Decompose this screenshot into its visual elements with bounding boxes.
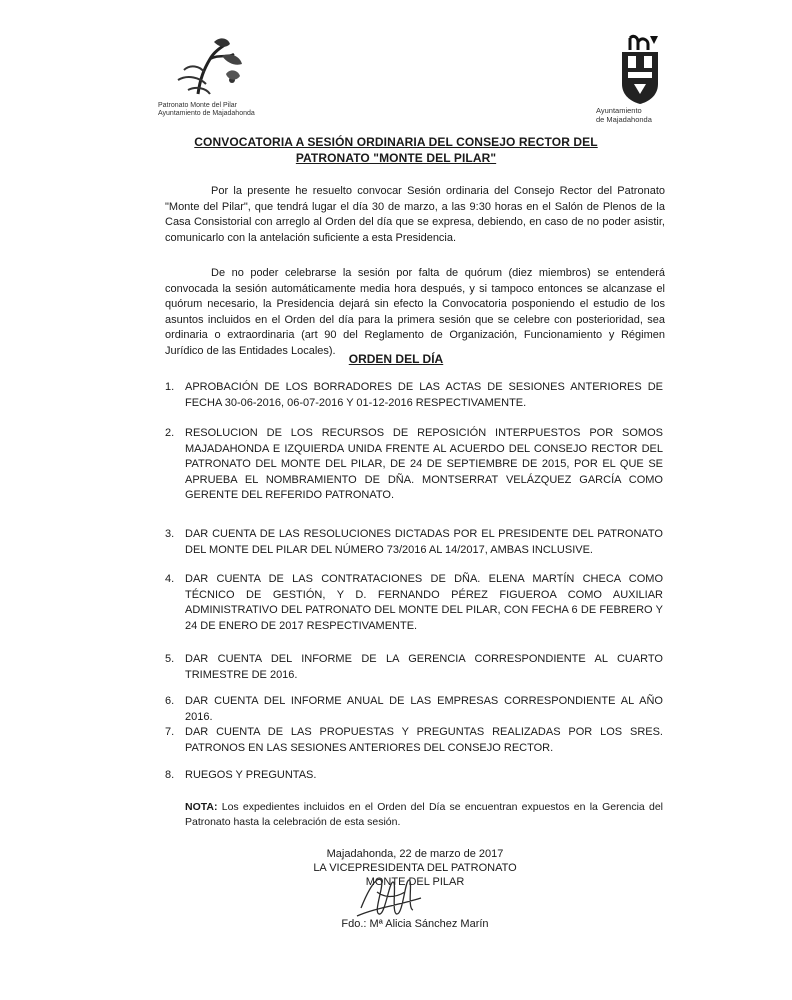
orden-del-dia-heading: ORDEN DEL DÍA [348,352,444,366]
tree-wind-icon [170,34,250,100]
nota-label: NOTA: [185,801,218,813]
signature-place-date: Majadahonda, 22 de marzo de 2017 [326,848,504,860]
agenda-item-text: DAR CUENTA DEL INFORME ANUAL DE LAS EMPRESAS CORRESPONDIENTE AL AÑO 2016. [185,695,663,723]
signature-entity: MONTE DEL PILAR [365,876,465,888]
agenda-item-number: 6. [165,695,175,707]
document-title: CONVOCATORIA A SESIÓN ORDINARIA DEL CONSEJO RECTOR DEL PATRONATO "MONTE DEL PILAR" [194,135,598,165]
coat-of-arms-icon [610,34,670,106]
agenda-item-number: 1. [165,381,175,393]
patronato-caption: Patronato Monte del Pilar Ayuntamiento de Majadahonda [158,102,255,117]
patronato-logo [158,34,258,122]
nota [185,800,663,830]
agenda-item-text: APROBACIÓN DE LOS BORRADORES DE LAS ACTAS DE SESIONES ANTERIORES DE FECHA 30-06-2016, 06-07-2016 Y 01-12-2016 RESPECTIVAMENTE. [185,381,663,409]
signature-signed-by: Fdo.: Mª Alicia Sánchez Marín [341,918,489,930]
agenda-item-number: 5. [165,653,175,665]
signature-role: LA VICEPRESIDENTA DEL PATRONATO [313,862,517,874]
agenda-item-text: DAR CUENTA DE LAS PROPUESTAS Y PREGUNTAS REALIZADAS POR LOS SRES. PATRONOS EN LAS SESIONES ANTERIORES DEL CONSEJO RECTOR. [185,726,663,754]
agenda-item-number: 8. [165,769,175,781]
paragraph-quorum: De no poder celebrarse la sesión por falta de quórum (diez miembros) se entenderá convocada la sesión automáticamente media hora después, y si tampoco entonces se alcanzase el quórum necesario, la Presidencia dejará sin efecto la Convocatoria posponiendo el estudio de los asuntos incluidos en el Orden del día para la primera sesión que se celebre con posterioridad, sea ordinaria o extraordinaria (art 90 del Reglamento de Organización, Funcionamiento y Régimen Jurídico de las Entidades Locales). [165,267,665,357]
agenda-item-text: DAR CUENTA DEL INFORME DE LA GERENCIA CORRESPONDIENTE AL CUARTO TRIMESTRE DE 2016. [185,653,663,681]
agenda-item-text: RESOLUCION DE LOS RECURSOS DE REPOSICIÓN INTERPUESTOS POR SOMOS MAJADAHONDA E IZQUIERDA UNIDA FRENTE AL ACUERDO DEL CONSEJO RECTOR DEL PATRONATO DEL MONTE DEL PILAR, DE 24 DE SEPTIEMBRE DE 2015, POR EL QUE SE APRUEBA EL NOMBRAMIENTO DE DÑA. MONTSERRAT VELÁZQUEZ GARCÍA COMO GERENTE DEL REFERIDO PATRONATO. [185,427,663,501]
ayuntamiento-caption: Ayuntamiento de Majadahonda [596,106,652,124]
agenda-item-text: DAR CUENTA DE LAS RESOLUCIONES DICTADAS POR EL PRESIDENTE DEL PATRONATO DEL MONTE DEL PILAR DEL NÚMERO 73/2016 AL 14/2017, AMBAS INCLUSIVE. [185,528,663,556]
agenda-item-text: RUEGOS Y PREGUNTAS. [185,769,317,781]
agenda-item-number: 7. [165,726,175,738]
paragraph-convocatoria: Por la presente he resuelto convocar Sesión ordinaria del Consejo Rector del Patronato "Monte del Pilar", que tendrá lugar el día 30 de marzo, a las 9:30 horas en el Salón de Plenos de la Casa Consistorial con arreglo al Orden del día que se expresa, debiendo, en caso de no poder asistir, comunicarlo con la antelación suficiente a esta Presidencia. [165,185,665,244]
agenda-item-number: 4. [165,573,175,585]
agenda-item-number: 2. [165,427,175,439]
ayuntamiento-logo [596,34,686,130]
agenda-item-number: 3. [165,528,175,540]
agenda-item-text: DAR CUENTA DE LAS CONTRATACIONES DE DÑA. ELENA MARTÍN CHECA COMO TÉCNICO DE GESTIÓN, Y D. FERNANDO PÉREZ FIGUEROA COMO AUXILIAR ADMINISTRATIVO DEL PATRONATO DEL MONTE DEL PILAR, CON FECHA 6 DE FEBRERO Y 24 DE ENERO DE 2017 RESPECTIVAMENTE. [185,573,663,632]
nota-text: Los expedientes incluidos en el Orden del Día se encuentran expuestos en la Gerencia del Patronato hasta la celebración de esta sesión. [185,801,664,828]
